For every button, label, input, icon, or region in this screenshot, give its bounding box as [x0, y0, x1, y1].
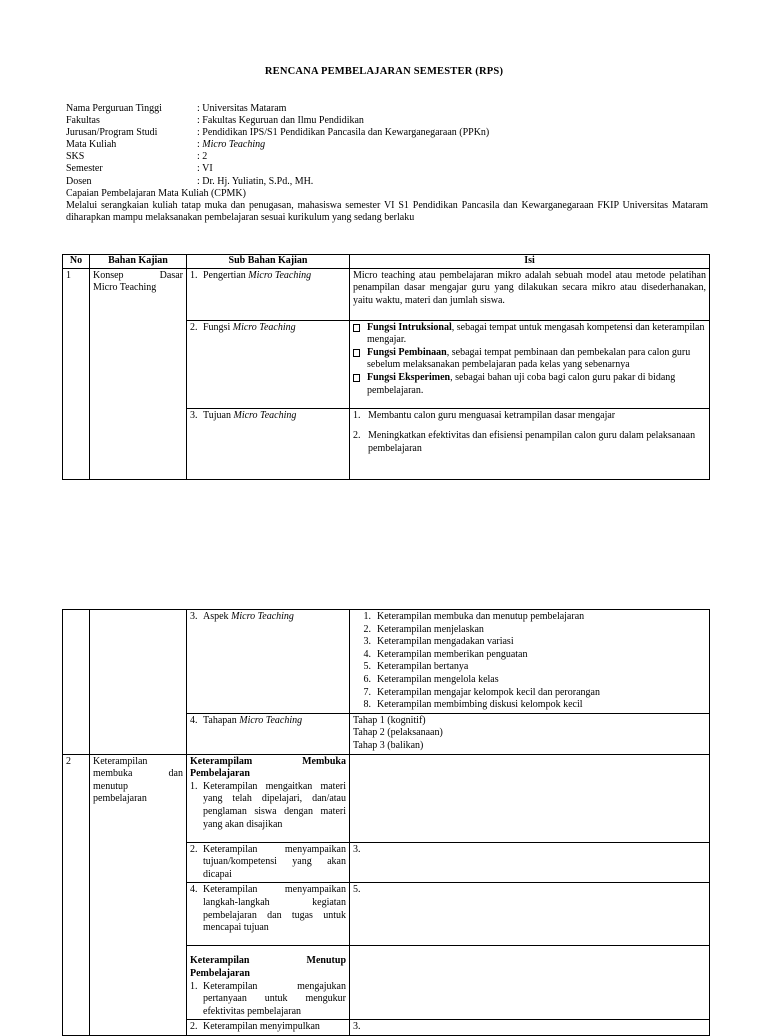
item-number: 1. [363, 611, 371, 622]
info-row-semester [66, 163, 716, 175]
info-value: : Universitas Mataram [197, 103, 287, 114]
bullet-bold: Fungsi Intruksional [367, 321, 452, 333]
item-number: 1. [190, 269, 198, 281]
item-number: 3. [190, 611, 198, 622]
cpmk-title: Capaian Pembelajaran Mata Kuliah (CPMK) [66, 187, 246, 199]
item-text: Membantu calon guru menguasai ketrampilan dasar mengajar [368, 409, 616, 421]
item-text: Keterampilan menyampaikan tujuan/kompetensi yang akan dicapai [203, 843, 346, 880]
item-number: 4. [190, 714, 198, 726]
item-text [203, 611, 294, 624]
item-number: 7. [363, 686, 371, 698]
item-number: 6. [363, 673, 371, 685]
info-label: Dosen [66, 175, 92, 187]
item-text [203, 322, 296, 335]
bahan-kajian-line: pembelajaran [93, 793, 147, 805]
isi-cell: 3. [350, 842, 710, 883]
item-text: Keterampilan mengajukan pertanyaan untuk mengukur efektivitas pembelajaran [203, 980, 346, 1017]
info-value: : Pendidikan IPS/S1 Pendidikan Pancasila dan Kewarganegaraan (PPKn) [197, 127, 490, 139]
item-text: Keterampilan mengelola kelas [377, 673, 499, 685]
heading-word: Keterampilan [190, 955, 250, 967]
item-text: Keterampilan menyimpulkan [203, 1021, 320, 1033]
item-number: 5. [363, 661, 371, 673]
isi-cell [350, 946, 710, 1020]
info-label: SKS [66, 151, 85, 163]
item-text: Keterampilan menjelaskan [377, 623, 484, 635]
isi-cell [350, 408, 710, 479]
aspect-item [353, 624, 706, 637]
isi-cell: 3. [350, 1020, 710, 1036]
bahan-word: dan [168, 768, 183, 780]
section-heading-opening-line2: Pembelajaran [190, 768, 250, 780]
cpmk-text: Melalui serangkaian kuliah tatap muka dan penugasan, mahasiswa semester VI S1 Pendidikan Pancasila dan Kewarganegaraan FKIP Universitas Mataram diharapkan mampu melaksanakan pembelajaran sesuai kurikulum yang sedang berlaku [66, 199, 708, 224]
rps-table-part-1 [62, 254, 710, 480]
function-bullet [353, 347, 706, 372]
item-number: 8. [363, 699, 371, 711]
function-bullet [353, 372, 706, 397]
course-info [66, 103, 716, 225]
sub-bahan-item [190, 322, 346, 335]
item-text-italic: Micro Teaching [239, 714, 303, 726]
aspect-item [353, 699, 706, 712]
info-label: Jurusan/Program Studi [66, 127, 158, 139]
header-no: No [63, 255, 90, 269]
item-text-plain: Aspek [203, 611, 232, 622]
bahan-kajian-line: menutup [93, 780, 128, 792]
bahan-kajian-line: Keterampilan [93, 755, 148, 767]
info-value-prefix: : [197, 139, 203, 151]
heading-word: Membuka [302, 755, 346, 767]
item-number: 1. [190, 980, 198, 992]
item-number: 2. [190, 1021, 198, 1033]
isi-cell [350, 713, 710, 754]
isi-cell [350, 754, 710, 842]
isi-cell: 5. [350, 883, 710, 946]
aspect-item [353, 661, 706, 674]
aspect-item [353, 687, 706, 700]
item-text: Keterampilan memberikan penguatan [377, 648, 528, 660]
sub-bahan-cell [187, 713, 350, 754]
bahan-kajian-cell [90, 754, 187, 1035]
item-number: 2. [190, 843, 198, 855]
info-value-italic: Micro Teaching [202, 139, 266, 151]
isi-cell [350, 320, 710, 408]
document-title: RENCANA PEMBELAJARAN SEMESTER (RPS) [264, 66, 504, 77]
item-text-plain: Pengertian [203, 269, 249, 281]
sub-bahan-item [190, 270, 346, 283]
aspect-item [353, 649, 706, 662]
item-text: Keterampilan membuka dan menutup pembelajaran [377, 611, 585, 622]
info-row-jurusan [66, 127, 716, 139]
item-text [203, 715, 302, 728]
item-text-plain: Tahapan [203, 714, 240, 726]
table-row [63, 268, 710, 320]
bahan-kajian-line: Micro Teaching [93, 282, 157, 294]
info-label: Nama Perguruan Tinggi [66, 103, 162, 114]
bullet-text [367, 372, 706, 397]
item-number: 3. [190, 409, 198, 421]
bullet-box-icon [353, 347, 367, 372]
sub-bahan-cell [187, 1020, 350, 1036]
info-value [197, 139, 716, 151]
item-number: 4. [363, 648, 371, 660]
info-label: Mata Kuliah [66, 139, 117, 151]
item-text-italic: Micro Teaching [231, 611, 294, 622]
bullet-box-icon [353, 372, 367, 397]
bullet-text [367, 322, 706, 347]
goal-item [353, 410, 706, 423]
sub-bahan-cell [187, 946, 350, 1020]
goal-item [353, 430, 706, 455]
header-bahan-kajian: Bahan Kajian [90, 255, 187, 269]
item-text-italic: Micro Teaching [232, 321, 296, 333]
info-row-perguruan [66, 103, 716, 115]
item-text-plain: Tujuan [203, 409, 234, 421]
table-row [63, 610, 710, 714]
bullet-rest: , sebagai tempat pembinaan dan pembekalan para calon guru sebelum melaksanakan pembelajaran pada kelas yang sebenarnya [367, 346, 691, 371]
info-value: : 2 [197, 151, 208, 163]
sub-bahan-cell [187, 842, 350, 883]
header-sub-bahan-kajian: Sub Bahan Kajian [187, 255, 350, 269]
bahan-kajian-line [93, 270, 183, 283]
table-row [63, 754, 710, 842]
function-bullet [353, 322, 706, 347]
item-number: 3. [363, 636, 371, 648]
skill-item [190, 884, 346, 934]
header-isi: Isi [350, 255, 710, 269]
isi-cell [350, 610, 710, 714]
stage-item: Tahap 1 (kognitif) [353, 714, 426, 726]
sub-bahan-cell [187, 320, 350, 408]
bahan-kajian-cell [90, 268, 187, 479]
stage-item: Tahap 3 (balikan) [353, 739, 424, 751]
item-text: Meningkatkan efektivitas dan efisiensi penampilan calon guru dalam pelaksanaan pembelajaran [368, 430, 696, 454]
heading-word: Keterampilam [190, 755, 253, 767]
item-text: Keterampilan menyampaikan langkah-langkah kegiatan pembelajaran dan tugas untuk mencapai tujuan [203, 884, 346, 934]
skill-item [190, 981, 346, 1019]
info-row-dosen [66, 176, 716, 188]
sub-bahan-cell [187, 883, 350, 946]
row-number [63, 610, 90, 755]
isi-cell: Micro teaching atau pembelajaran mikro adalah sebuah model atau metode pelatihan penampilan dasar mengajar guru yang dilakukan secara mikro atau disederhanakan, yaitu waktu, materi dan jumlah siswa. [350, 268, 710, 320]
skill-item [190, 1021, 346, 1034]
bullet-text [367, 347, 706, 372]
aspect-item [353, 611, 706, 624]
item-text: Keterampilan mengadakan variasi [377, 636, 514, 648]
bahan-kajian-cell [90, 610, 187, 755]
bahan-word: membuka [93, 768, 133, 780]
bahan-word: Dasar [159, 269, 183, 281]
rps-table-part-2 [62, 609, 710, 1036]
stage-item: Tahap 2 (pelaksanaan) [353, 727, 443, 739]
bullet-bold: Fungsi Pembinaan [367, 346, 447, 358]
info-value: : VI [197, 163, 213, 175]
skill-item [190, 781, 346, 831]
item-text [203, 270, 311, 283]
sub-bahan-cell [187, 408, 350, 479]
item-text: Keterampilan mengajar kelompok kecil dan perorangan [377, 686, 600, 698]
item-text-italic: Micro Teaching [248, 269, 312, 281]
section-heading-closing-line2: Pembelajaran [190, 967, 250, 979]
row-number: 1 [63, 268, 90, 479]
bullet-bold: Fungsi Eksperimen [367, 371, 451, 383]
item-number: 2. [190, 321, 198, 333]
sub-bahan-item [190, 611, 346, 624]
row-number: 2 [63, 754, 90, 1035]
item-text: Keterampilan bertanya [377, 661, 469, 673]
item-text: Keterampilan mengaitkan materi yang telah dipelajari, dan/atau penglaman siswa dengan materi yang akan disajikan [203, 780, 346, 830]
aspect-item [353, 674, 706, 687]
info-row-fakultas [66, 115, 716, 127]
item-number: 2. [353, 430, 361, 442]
item-text [203, 410, 296, 423]
bullet-box-icon [353, 322, 367, 347]
table-header-row [63, 255, 710, 269]
sub-bahan-cell [187, 610, 350, 714]
sub-bahan-cell [187, 754, 350, 842]
bullet-rest: , sebagai tempat untuk mengasah kompetensi dan keterampilan mengajar. [367, 321, 705, 346]
sub-bahan-item [190, 715, 346, 728]
item-text: Keterampilan membimbing diskusi kelompok kecil [377, 699, 583, 711]
skill-item [190, 844, 346, 882]
item-number: 2. [363, 623, 371, 635]
info-row-mata-kuliah [66, 139, 716, 151]
info-value: : Fakultas Keguruan dan Ilmu Pendidikan [197, 115, 364, 127]
item-number: 4. [190, 884, 198, 896]
bahan-kajian-line [93, 768, 183, 781]
sub-bahan-item [190, 410, 346, 423]
item-text-italic: Micro Teaching [233, 409, 297, 421]
sub-bahan-cell [187, 268, 350, 320]
info-label: Semester [66, 163, 103, 175]
bahan-word: Konsep [93, 269, 124, 281]
bullet-rest: , sebagai bahan uji coba bagi calon guru pakar di bidang pembelajaran. [367, 371, 676, 396]
info-row-sks [66, 151, 716, 163]
aspect-item [353, 636, 706, 649]
info-label: Fakultas [66, 115, 100, 127]
item-number: 1. [353, 409, 361, 421]
item-number: 1. [190, 780, 198, 792]
heading-word: Menutup [306, 955, 346, 967]
section-heading-opening [190, 756, 346, 769]
section-heading-closing [190, 955, 346, 968]
info-value: : Dr. Hj. Yuliatin, S.Pd., MH. [197, 175, 314, 187]
item-text-plain: Fungsi [203, 321, 233, 333]
